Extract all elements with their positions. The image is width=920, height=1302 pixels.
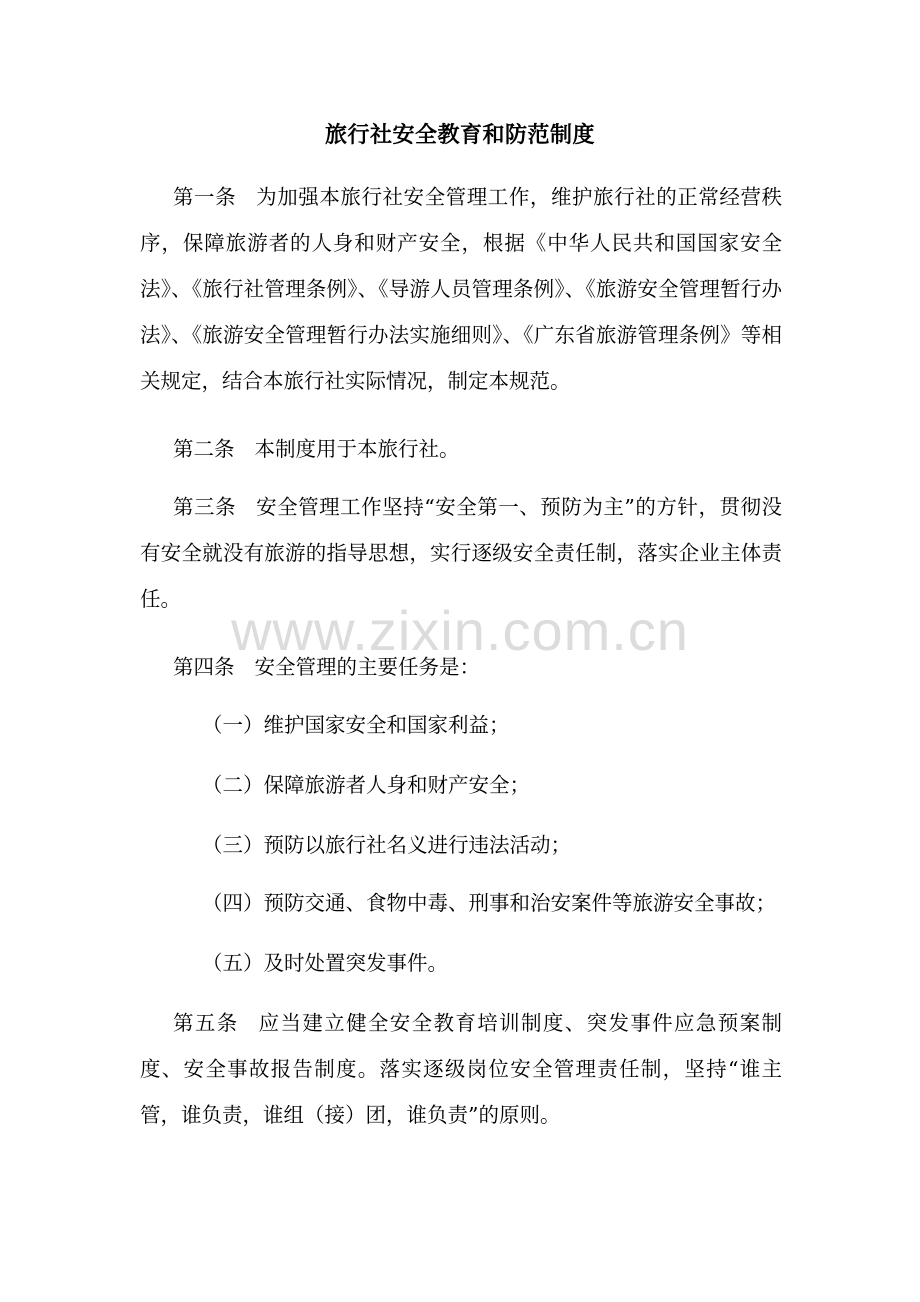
article-paragraph: [140, 644, 782, 690]
task-text: （三）预防以旅行社名义进行违法活动；: [202, 833, 571, 857]
watermark: www.zixin.com.cn: [231, 599, 689, 662]
article-number: 第一条: [173, 185, 237, 209]
article-text: 为加强本旅行社安全管理工作，维护旅行社的正常经营秩序，保障旅游者的人身和财产安全，根据《中华人民共和国国家安全法》、《旅行社管理条例》、《导游人员管理条例》、《旅游安全管理暂行办法》、《旅游安全管理暂行办法实施细则》、《广东省旅游管理条例》等相关规定，结合本旅行社实际情况，制定本规范。: [140, 185, 783, 393]
article-text: 安全管理工作坚持“安全第一、预防为主”的方针，贯彻没有安全就没有旅游的指导思想，实行逐级安全责任制，落实企业主体责任。: [140, 495, 782, 611]
article-text: 本制度用于本旅行社。: [254, 437, 460, 461]
task-list-item: [140, 940, 782, 986]
article-number: 第二条: [173, 437, 235, 461]
task-list-item: [140, 880, 782, 926]
article-paragraph: [140, 484, 782, 622]
task-text: （五）及时处置突发事件。: [202, 951, 448, 975]
article-number: 第五条: [173, 1011, 239, 1035]
document-title: 旅行社安全教育和防范制度: [324, 122, 595, 148]
task-list-item: [140, 762, 782, 808]
article-number: 第四条: [173, 655, 235, 679]
article-number: 第三条: [173, 495, 237, 519]
article-paragraph: [140, 1000, 782, 1138]
article-text: 安全管理的主要任务是：: [254, 655, 480, 679]
article-paragraph: [140, 174, 782, 404]
article-paragraph: [140, 426, 782, 472]
task-text: （四）预防交通、食物中毒、刑事和治安案件等旅游安全事故；: [202, 891, 776, 915]
task-list-item: [140, 702, 782, 748]
task-list-item: [140, 822, 782, 868]
task-text: （一）维护国家安全和国家利益；: [202, 713, 510, 737]
task-text: （二）保障旅游者人身和财产安全；: [202, 773, 530, 797]
article-text: 应当建立健全安全教育培训制度、突发事件应急预案制度、安全事故报告制度。落实逐级岗位安全管理责任制，坚持“谁主管，谁负责，谁组（接）团，谁负责”的原则。: [140, 1011, 783, 1127]
